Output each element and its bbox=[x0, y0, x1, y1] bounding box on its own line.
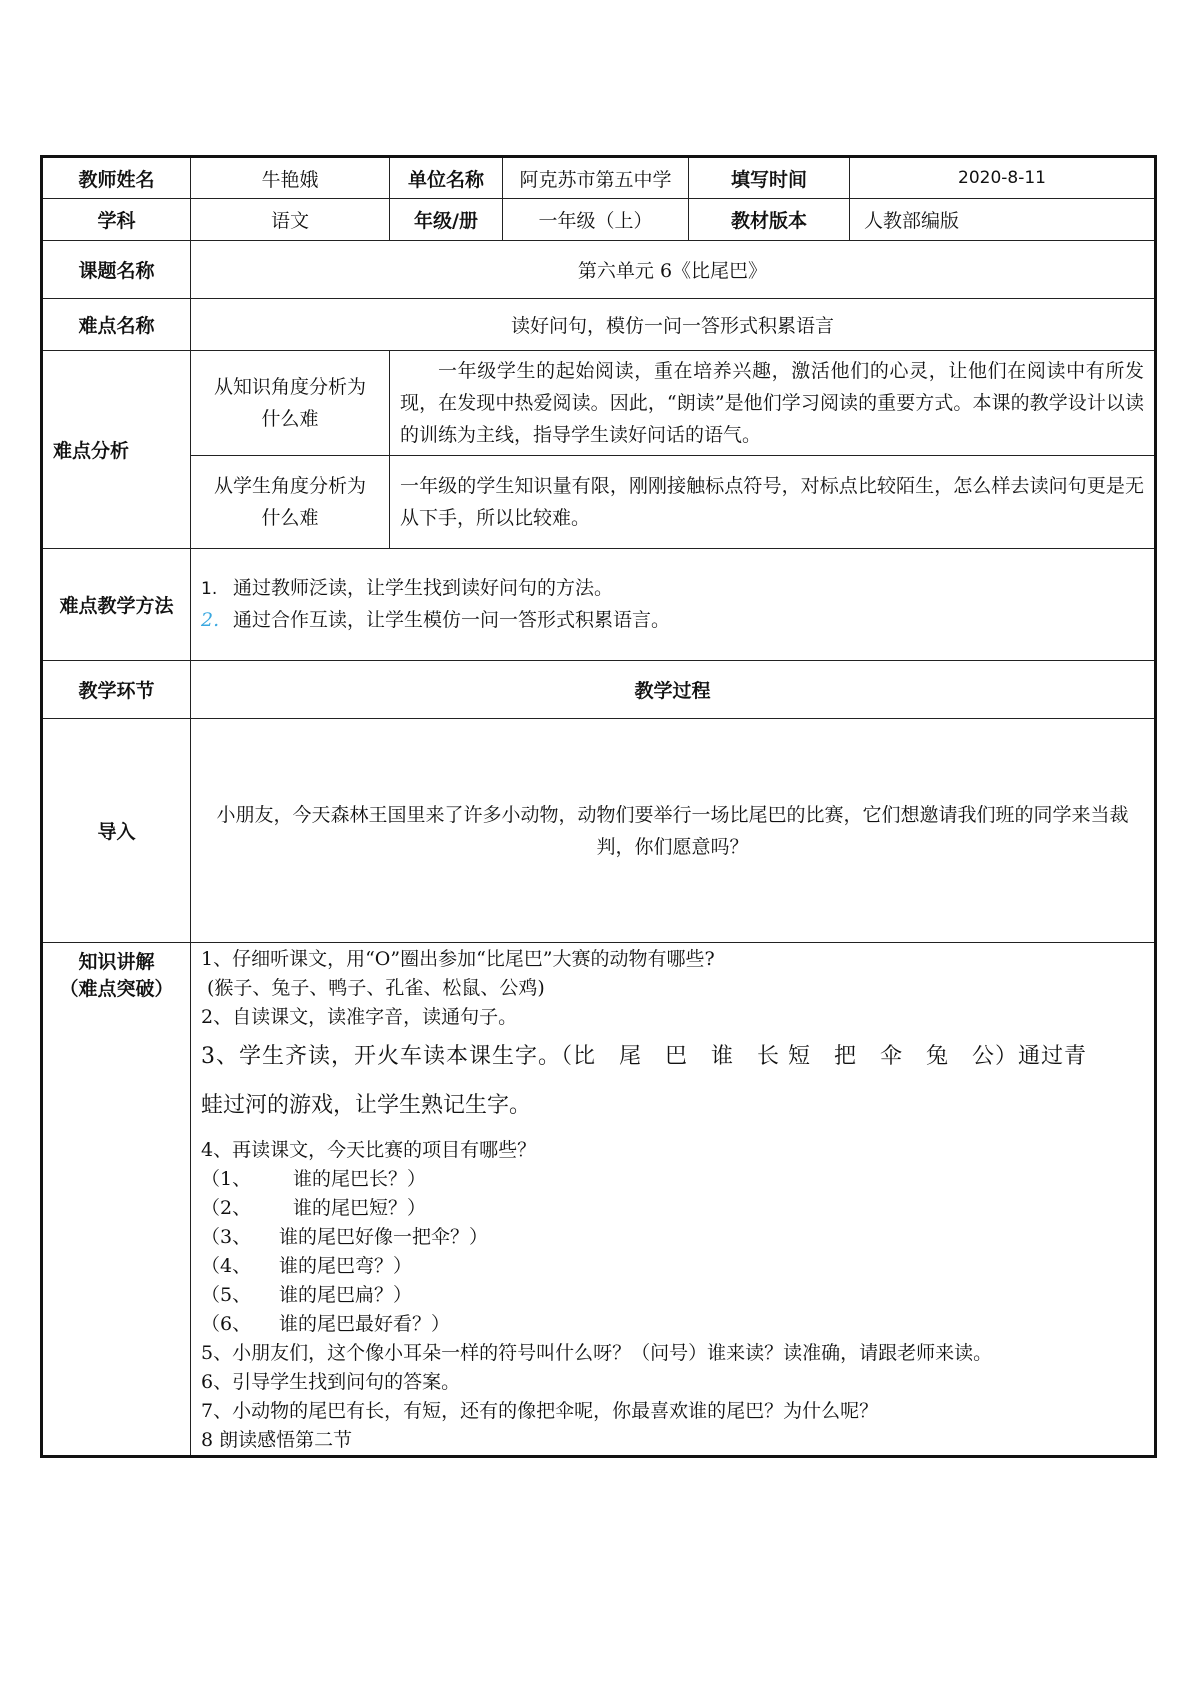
knowledge-content bbox=[191, 943, 1156, 1457]
topic-row bbox=[42, 241, 1156, 299]
header-row-1 bbox=[42, 157, 1156, 199]
lesson-plan-page bbox=[40, 155, 1154, 1458]
question-number: （6、 bbox=[201, 1313, 252, 1335]
lesson-plan-table bbox=[40, 155, 1157, 1458]
grade-value: 一年级（上） bbox=[503, 199, 689, 241]
topic-label: 课题名称 bbox=[42, 241, 191, 299]
method-item bbox=[201, 573, 1144, 605]
difficulty-value: 读好问句，模仿一问一答形式积累语言 bbox=[191, 299, 1156, 351]
student-angle-text: 一年级的学生知识量有限，刚刚接触标点符号，对标点比较陌生，怎么样去读问句更是无从下手，所以比较难。 bbox=[390, 456, 1156, 549]
method-item bbox=[201, 605, 1144, 636]
question-text: 谁的尾巴长？） bbox=[293, 1168, 427, 1190]
knowledge-line: 2、自读课文，读准字音，读通句子。 bbox=[201, 1006, 518, 1028]
question-number: （1、 bbox=[201, 1168, 252, 1190]
question-text: 谁的尾巴最好看？） bbox=[279, 1313, 451, 1335]
knowledge-angle-text: 一年级学生的起始阅读，重在培养兴趣，激活他们的心灵，让他们在阅读中有所发现，在发现中热爱阅读。因此，“朗读”是他们学习阅读的重要方式。本课的教学设计以读的训练为主线，指导学生读好问话的语气。 bbox=[390, 351, 1156, 456]
knowledge-label-line1: 知识讲解 bbox=[78, 951, 155, 973]
question-item bbox=[201, 1223, 1144, 1252]
intro-row bbox=[42, 719, 1156, 943]
knowledge-line: 1、仔细听课文，用“O”圈出参加“比尾巴”大赛的动物有哪些? bbox=[201, 948, 715, 970]
method-label: 难点教学方法 bbox=[42, 549, 191, 661]
analysis-row-student bbox=[42, 456, 1156, 549]
intro-text: 小朋友，今天森林王国里来了许多小动物，动物们要举行一场比尾巴的比赛，它们想邀请我们班的同学来当裁判，你们愿意吗？ bbox=[191, 719, 1156, 943]
edition-label: 教材版本 bbox=[689, 199, 850, 241]
subject-value: 语文 bbox=[191, 199, 390, 241]
knowledge-label bbox=[42, 943, 191, 1457]
unit-name: 阿克苏市第五中学 bbox=[503, 157, 689, 199]
edition-value: 人教部编版 bbox=[850, 199, 1156, 241]
knowledge-line: 蛙过河的游戏，让学生熟记生字。 bbox=[201, 1093, 532, 1118]
method-row bbox=[42, 549, 1156, 661]
header-row-2 bbox=[42, 199, 1156, 241]
process-header-row bbox=[42, 661, 1156, 719]
analysis-label: 难点分析 bbox=[42, 351, 191, 549]
knowledge-label-line2: （难点突破） bbox=[59, 978, 174, 1000]
question-item bbox=[201, 1310, 1144, 1339]
method-list bbox=[191, 549, 1156, 661]
date-value: 2020-8-11 bbox=[850, 157, 1156, 199]
knowledge-angle-label: 从知识角度分析为什么难 bbox=[191, 351, 390, 456]
question-text: 谁的尾巴扁？） bbox=[279, 1284, 413, 1306]
question-number: （3、 bbox=[201, 1226, 252, 1248]
question-text: 谁的尾巴弯？） bbox=[279, 1255, 413, 1277]
intro-label: 导入 bbox=[42, 719, 191, 943]
method-item-text: 通过教师泛读，让学生找到读好问句的方法。 bbox=[233, 577, 614, 599]
knowledge-line: 3、学生齐读，开火车读本课生字。（比 尾 巴 谁 长 短 把 伞 兔 公）通过青 bbox=[201, 1044, 1087, 1069]
knowledge-line: 5、小朋友们，这个像小耳朵一样的符号叫什么呀？（问号）谁来读？读准确，请跟老师来读。 bbox=[201, 1342, 993, 1364]
question-number: （2、 bbox=[201, 1197, 252, 1219]
subject-label: 学科 bbox=[42, 199, 191, 241]
question-text: 谁的尾巴好像一把伞？） bbox=[279, 1226, 489, 1248]
grade-label: 年级/册 bbox=[390, 199, 503, 241]
difficulty-label: 难点名称 bbox=[42, 299, 191, 351]
question-number: （4、 bbox=[201, 1255, 252, 1277]
question-item bbox=[201, 1194, 1144, 1223]
question-item bbox=[201, 1165, 1144, 1194]
knowledge-line: 8 朗读感悟第二节 bbox=[201, 1429, 353, 1451]
process-header: 教学过程 bbox=[191, 661, 1156, 719]
knowledge-row bbox=[42, 943, 1156, 1457]
method-item-text: 通过合作互读，让学生模仿一问一答形式积累语言。 bbox=[233, 609, 671, 631]
knowledge-line: 4、再读课文，今天比赛的项目有哪些？ bbox=[201, 1139, 537, 1161]
method-item-number: 2. bbox=[201, 609, 220, 631]
question-text: 谁的尾巴短？） bbox=[293, 1197, 427, 1219]
topic-value: 第六单元 6《比尾巴》 bbox=[191, 241, 1156, 299]
teacher-label: 教师姓名 bbox=[42, 157, 191, 199]
analysis-row-knowledge bbox=[42, 351, 1156, 456]
question-item bbox=[201, 1252, 1144, 1281]
date-label: 填写时间 bbox=[689, 157, 850, 199]
question-item bbox=[201, 1281, 1144, 1310]
knowledge-line: (猴子、兔子、鸭子、孔雀、松鼠、公鸡) bbox=[207, 977, 545, 999]
knowledge-line: 7、小动物的尾巴有长，有短，还有的像把伞呢，你最喜欢谁的尾巴？为什么呢？ bbox=[201, 1400, 879, 1422]
stage-header: 教学环节 bbox=[42, 661, 191, 719]
unit-label: 单位名称 bbox=[390, 157, 503, 199]
student-angle-label: 从学生角度分析为什么难 bbox=[191, 456, 390, 549]
difficulty-row bbox=[42, 299, 1156, 351]
question-number: （5、 bbox=[201, 1284, 252, 1306]
method-item-number: 1. bbox=[201, 579, 218, 599]
teacher-name: 牛艳娥 bbox=[191, 157, 390, 199]
knowledge-line: 6、引导学生找到问句的答案。 bbox=[201, 1371, 461, 1393]
